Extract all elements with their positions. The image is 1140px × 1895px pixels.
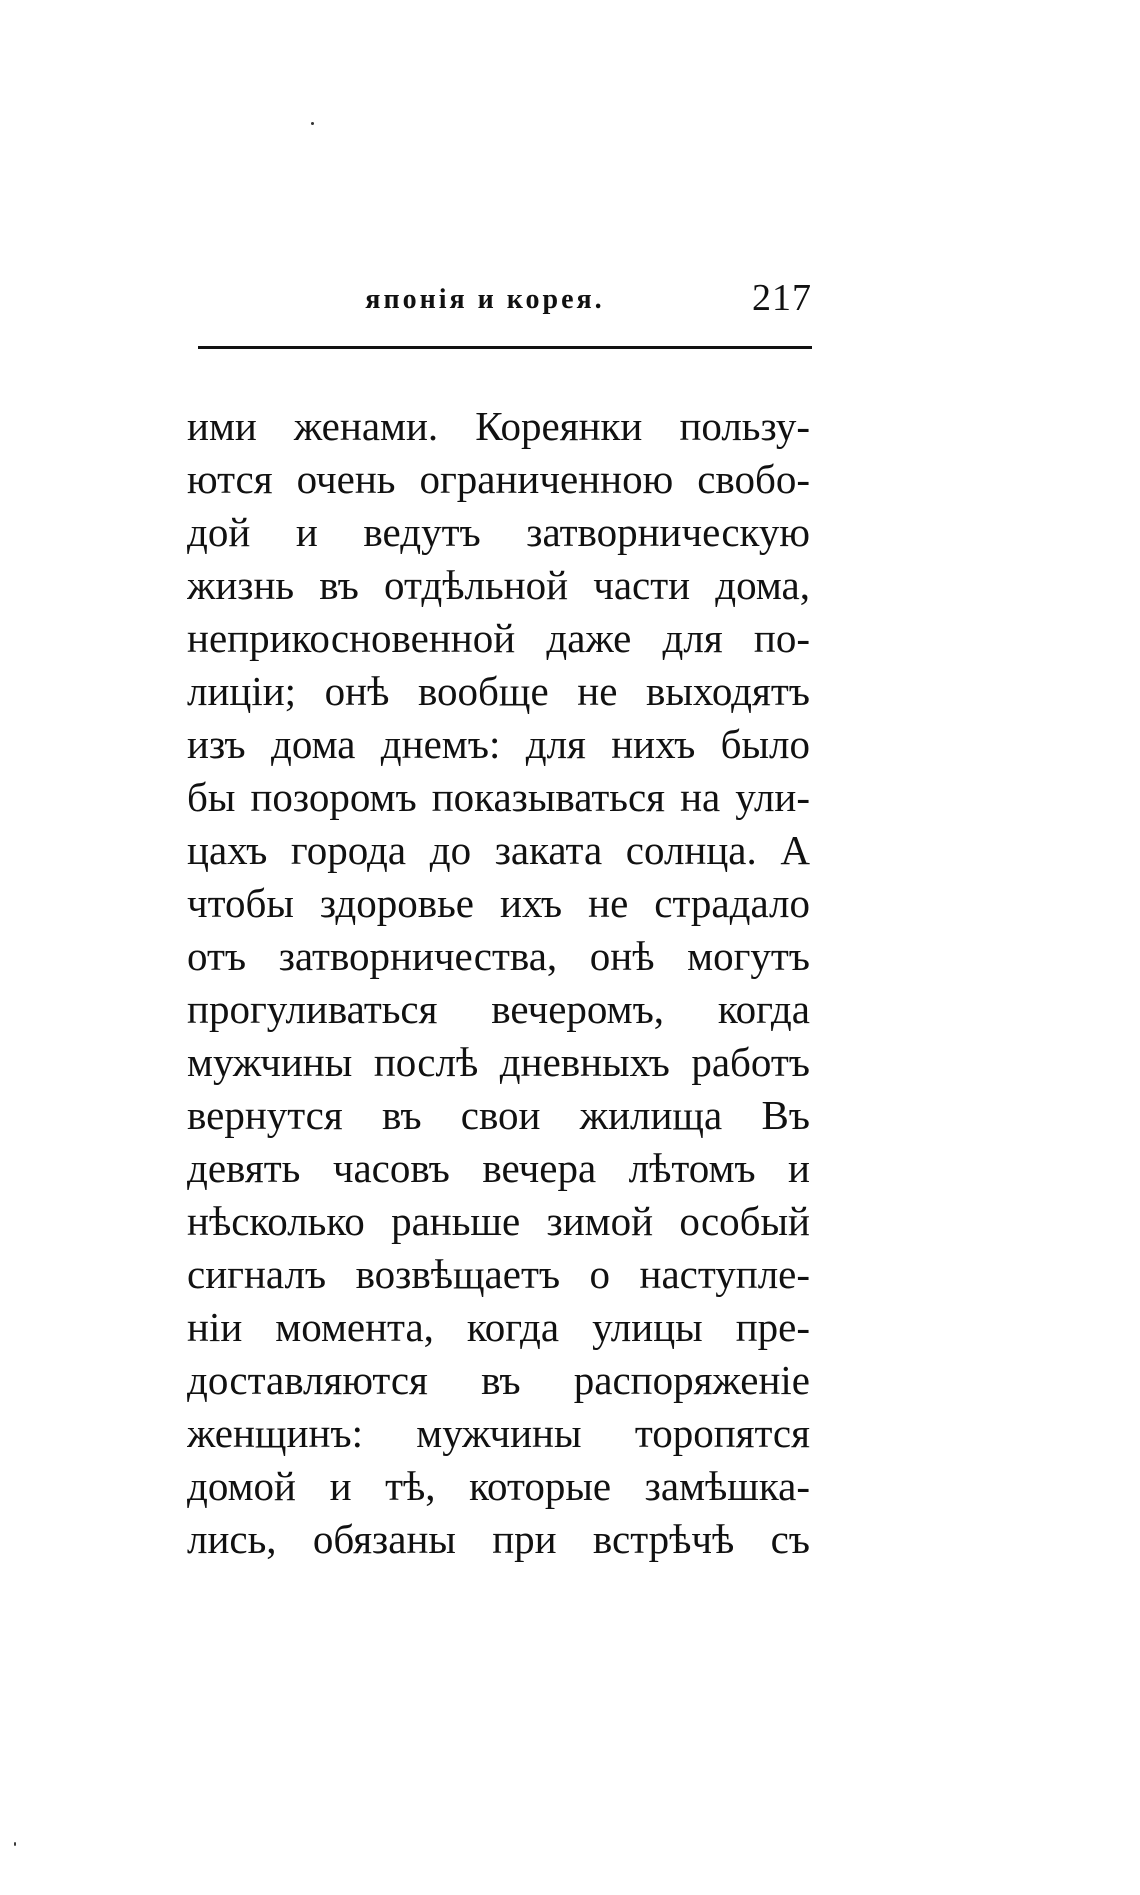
text-line: отъ затворничества, онѣ могутъ — [187, 933, 810, 979]
text-line: дой и ведутъ затворническую — [187, 509, 810, 555]
ink-speck — [14, 1842, 16, 1846]
text-line: ніи момента, когда улицы пре- — [187, 1304, 810, 1350]
text-line: ими женами. Кореянки пользу- — [187, 403, 810, 449]
text-line: бы позоромъ показываться на ули- — [187, 774, 810, 820]
text-line: вернутся въ свои жилища Въ — [187, 1092, 810, 1138]
text-line: цахъ города до заката солнца. А — [187, 827, 810, 873]
text-line: домой и тѣ, которые замѣшка- — [187, 1463, 810, 1509]
page-number: 217 — [752, 277, 812, 319]
text-line: сигналъ возвѣщаетъ о наступле- — [187, 1251, 810, 1297]
text-line: женщинъ: мужчины торопятся — [187, 1410, 810, 1456]
text-line: неприкосновенной даже для по- — [187, 615, 810, 661]
text-line: нѣсколько раньше зимой особый — [187, 1198, 810, 1244]
text-line: ются очень ограниченною свобо- — [187, 456, 810, 502]
text-line: прогуливаться вечеромъ, когда — [187, 986, 810, 1032]
text-line: доставляются въ распоряженіе — [187, 1357, 810, 1403]
text-line: жизнь въ отдѣльной части дома, — [187, 562, 810, 608]
text-line: лись, обязаны при встрѣчѣ съ — [187, 1516, 810, 1562]
text-line: девять часовъ вечера лѣтомъ и — [187, 1145, 810, 1191]
text-line: чтобы здоровье ихъ не страдало — [187, 880, 810, 926]
ink-speck — [311, 122, 314, 125]
header-rule — [198, 346, 812, 349]
running-title: японія и корея. — [365, 284, 605, 315]
running-head — [198, 276, 812, 332]
body-text — [187, 400, 810, 1566]
text-line: мужчины послѣ дневныхъ работъ — [187, 1039, 810, 1085]
text-line: изъ дома днемъ: для нихъ было — [187, 721, 810, 767]
text-line: лиціи; онѣ вообще не выходятъ — [187, 668, 810, 714]
